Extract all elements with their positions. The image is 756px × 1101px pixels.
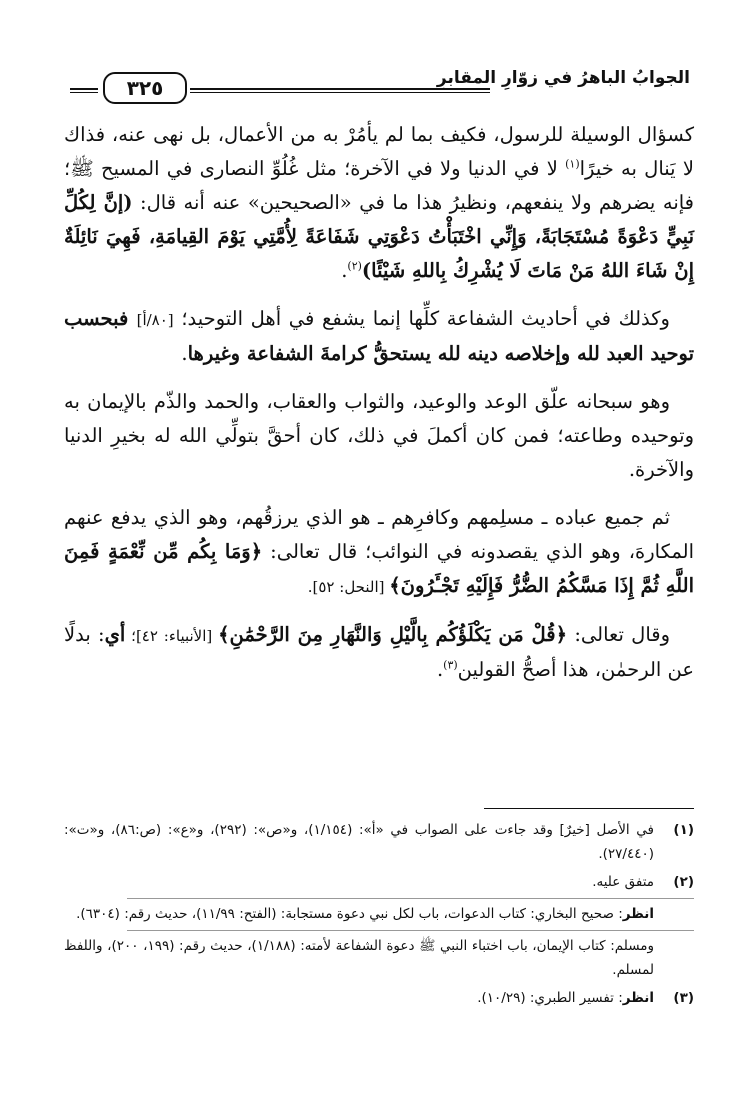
footnote-separator [484, 808, 694, 809]
page-number: ٣٢٥ [103, 72, 187, 104]
footnote-text: متفق عليه. [592, 874, 654, 890]
text: لا في الدنيا ولا في الآخرة؛ مثل غُلُوِّ النصارى في المسيح ﷺ؛ فإنه يضرهم ولا ينفعهم، ونظيرُ هذا ما في «الصحيحين» عنه أنه قال: [64, 157, 695, 214]
footnote-2-detail-b [64, 934, 694, 982]
quran-verse: ﴿وَمَا بِكُم مِّن نِّعْمَةٍ فَمِنَ اللَّهِ ثُمَّ إِذَا مَسَّكُمُ الضُّرُّ فَإِلَيْهِ تَجْـَٔرُونَ﴾ [64, 540, 694, 597]
text: : بدلًا عن الرحمٰن، هذا أصحُّ القولين [64, 623, 694, 681]
header-rule-left [70, 88, 98, 93]
paragraph-1 [64, 118, 694, 288]
footnote-number: (٣) [673, 990, 694, 1006]
footnote-ref-2[interactable]: (٢) [347, 259, 362, 273]
footnote-2-detail-a [64, 902, 694, 926]
text: وقال تعالى: [567, 623, 671, 646]
footnote-lead: انظر [622, 906, 654, 922]
paragraph-3: وهو سبحانه علّق الوعد والوعيد، والثواب والعقاب، والحمد والذّم بالإيمان به وتوحيده وطاعته؛ فمن كان أكملَ في ذلك، كان أحقَّ بتولِّي الله له بخيرِ الدنيا والآخرة. [64, 390, 694, 481]
footnote-lead: انظر [622, 990, 654, 1006]
footnote-2 [64, 870, 694, 894]
text: . [436, 658, 444, 681]
footnote-text: في الأصل [خيرٌ] وقد جاءت على الصواب في «أ»: (١/١٥٤)، و«ص»: (٢٩٢)، و«ع»: (ص:٨٦)، و«ت»: (٢٧/٤٤٠). [64, 822, 654, 862]
paragraph-2 [64, 302, 694, 371]
footnote-divider [127, 930, 694, 931]
main-text [64, 118, 694, 701]
verse-ref: [النحل: ٥٢]. [307, 578, 390, 596]
footnote-ref-1[interactable]: (١) [565, 157, 580, 171]
text: . [341, 259, 348, 282]
manuscript-ref: [٨٠/أ] [136, 311, 174, 329]
running-title: الجوابُ الباهرُ في زوّارِ المقابرِ [436, 68, 690, 88]
footnote-1 [64, 818, 694, 866]
footnote-ref-3[interactable]: (٣) [443, 658, 458, 672]
hadith-text: (إنَّ لِكُلِّ نَبِيٍّ دَعْوَةً مُسْتَجَابَةً، وَإِنِّي اخْتَبَأْتُ دَعْوَتِي شَفَاعَةً لِأُمَّتِي يَوْمَ القِيامَةِ، فَهِيَ نَائِلَةٌ إِنْ شَاءَ اللهُ مَنْ مَاتَ لَا يُشْرِكُ بِاللهِ شَيْئًا) [64, 191, 694, 282]
bold-text: فبحسب توحيد العبد لله وإخلاصه دينه لله يستحقُّ كرامةَ الشفاعة وغيرها [64, 307, 694, 365]
header-rule [190, 88, 490, 93]
footnote-3 [64, 986, 694, 1010]
paragraph-4 [64, 501, 694, 604]
text: ثم جميع عباده ـ مسلِمهم وكافرِهم ـ هو الذي يرزقُهم، وهو الذي يدفع عنهم المكارهَ، وهو الذي يقصدونه في النوائب؛ قال تعالى: [64, 506, 694, 563]
text: وكذلك في أحاديث الشفاعة كلِّها إنما يشفع في أهل التوحيد؛ [173, 307, 670, 330]
footnote-number: (١) [673, 822, 694, 838]
bold-text: أي [104, 623, 126, 646]
footnote-number: (٢) [673, 874, 694, 890]
page-header [70, 66, 690, 106]
verse-ref: [الأنبياء: ٤٢]؛ [125, 627, 219, 645]
paragraph-5 [64, 618, 694, 687]
text: . [181, 342, 188, 365]
footnote-text: : تفسير الطبري: (١٠/٢٩). [477, 990, 623, 1006]
footnote-text: ومسلم: كتاب الإيمان، باب اختباء النبي ﷺ دعوة الشفاعة لأمته: (١/١٨٨)، حديث رقم: (١٩٩، ٢٠٠)، واللفظ لمسلم. [64, 938, 654, 978]
footnote-text: : صحيح البخاري: كتاب الدعوات، باب لكل نبي دعوة مستجابة: (الفتح: ١١/٩٩)، حديث رقم: (٦٣٠٤). [76, 906, 623, 922]
text: كسؤال الوسيلة للرسول، فكيف بما لم يأمُرْ به من الأعمال، بل نهى عنه، فذاك لا يَنال به خيرًا [64, 123, 694, 180]
footnote-divider [127, 898, 694, 899]
footnotes [64, 818, 694, 1014]
quran-verse: ﴿قُلْ مَن يَكْلَؤُكُم بِالَّيْلِ وَالنَّهَارِ مِنَ الرَّحْمَٰنِ﴾ [218, 623, 568, 646]
